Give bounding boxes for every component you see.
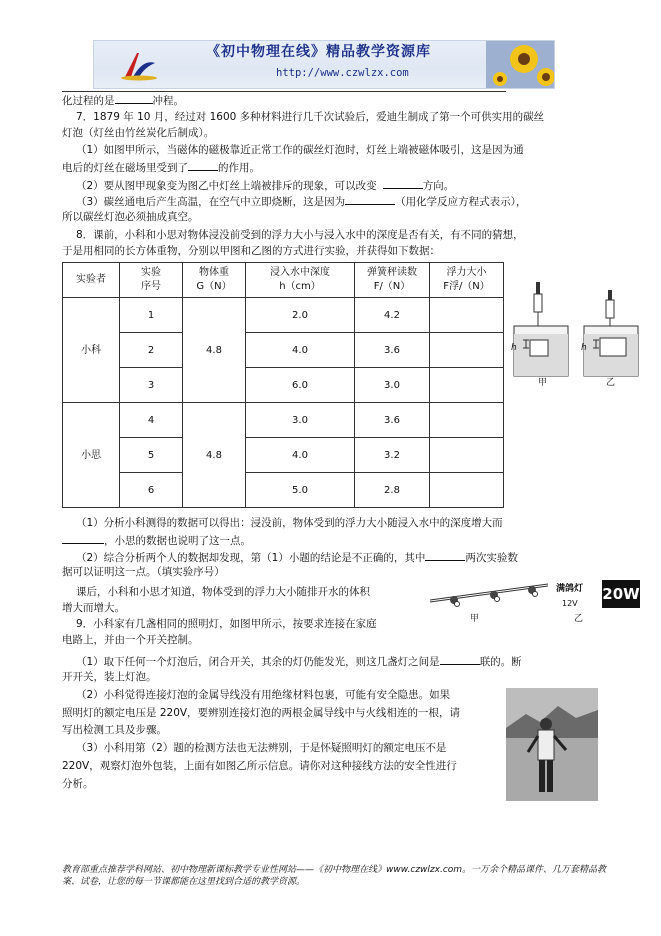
text: 方向。	[422, 180, 455, 192]
reading-cell: 4.2	[355, 298, 430, 333]
answer-blank	[440, 653, 480, 665]
text: 冲程。	[152, 95, 184, 107]
header-cell: 浮力大小 F浮/（N）	[430, 263, 504, 298]
photo-image	[506, 688, 598, 801]
q9-2: （2）小科觉得连接灯泡的金属导线没有用绝缘材料包裹，可能有安全隐患。如果	[76, 689, 451, 701]
beaker-h-label: h	[581, 343, 587, 353]
beaker-yi-label: 乙	[606, 378, 616, 388]
depth-cell: 6.0	[246, 368, 355, 403]
text: （用化学反应方程式表示），	[395, 196, 527, 208]
text: 两次实验数	[465, 552, 518, 564]
lamp-power-badge: 20W	[602, 580, 640, 608]
q9-2-b: 照明灯的额定电压是 220V，要辨别连接灯泡的两根金属导线中与火线相连的一根，请	[62, 707, 461, 719]
answer-blank	[115, 92, 153, 104]
text: （2）综合分析两个人的数据却发现，第（1）小题的结论是不正确的，其中	[76, 552, 426, 564]
q8-3-cont: 增大而增大。	[62, 602, 125, 614]
q8-1-cont	[62, 532, 251, 549]
seq-cell: 1	[120, 298, 183, 333]
header-banner	[93, 40, 555, 89]
q9-stem: 9．小科家有几盏相同的照明灯，如图甲所示，按要求连接在家庭	[76, 618, 377, 630]
header-cell: 物体重 G（N）	[183, 263, 246, 298]
buoyancy-cell	[430, 403, 504, 438]
prev-question-tail	[62, 92, 184, 109]
answer-blank	[188, 159, 218, 171]
q7-3	[76, 193, 526, 210]
depth-cell: 2.0	[246, 298, 355, 333]
q7-1-cont	[62, 159, 260, 176]
text: 化过程的是	[62, 95, 115, 107]
buoyancy-cell	[430, 298, 504, 333]
seq-cell: 6	[120, 473, 183, 508]
lamp-jia-label: 甲	[470, 614, 480, 624]
reading-cell: 2.8	[355, 473, 430, 508]
q9-stem-2: 电路上，并由一个开关控制。	[62, 634, 199, 646]
reading-cell: 3.2	[355, 438, 430, 473]
q9-2-c: 写出检测工具及步骤。	[62, 724, 167, 736]
beaker-jia-label: 甲	[538, 378, 548, 388]
sunflower-icon	[486, 41, 554, 88]
depth-cell: 5.0	[246, 473, 355, 508]
header-cell: 浸入水中深度 h（cm）	[246, 263, 355, 298]
header-cell: 实验者	[63, 263, 120, 298]
answer-blank	[425, 549, 465, 561]
buoyancy-cell	[430, 473, 504, 508]
text: 电后的灯丝在磁场里受到了	[62, 162, 188, 174]
q8-3: 课后，小科和小思才知道，物体受到的浮力大小随排开水的体积	[76, 586, 370, 598]
lamp-yi-label: 乙	[574, 614, 584, 624]
data-table	[62, 262, 504, 508]
seq-cell: 5	[120, 438, 183, 473]
experimenter-cell: 小思	[63, 403, 120, 508]
q8-stem: 8．课前，小科和小思对物体浸没前受到的浮力大小与浸入水中的深度是否有关，有不同的猜想，	[76, 229, 524, 241]
q9-3: （3）小科用第（2）题的检测方法也无法辨别，于是怀疑照明灯的额定电压不是	[76, 742, 447, 754]
seq-cell: 4	[120, 403, 183, 438]
q9-1	[76, 653, 522, 670]
lamp-string-figure	[428, 580, 550, 614]
q9-3-c: 分析。	[62, 778, 94, 790]
q7-3-cont: 所以碳丝灯泡必须抽成真空。	[62, 211, 199, 223]
reading-cell: 3.6	[355, 403, 430, 438]
weight-cell: 4.8	[183, 298, 246, 403]
banner-title: 《初中物理在线》精品教学资源库	[206, 44, 431, 60]
text: 联的。断	[479, 656, 522, 668]
experimenter-cell: 小科	[63, 298, 120, 403]
text: ，小思的数据也说明了这一点。	[104, 535, 251, 547]
depth-cell: 4.0	[246, 438, 355, 473]
q8-1: （1）分析小科测得的数据可以得出：浸没前，物体受到的浮力大小随浸入水中的深度增大而	[76, 517, 503, 529]
page-footer: 教育部重点推荐学科网站、初中物理新课标教学专业性网站——《初中物理在线》www.czwlzx.com。一万余个精品课件、几万套精品教案、试卷，让您的每一节课都能在这里找到合适的教学资源。	[62, 865, 607, 887]
answer-blank	[345, 193, 395, 205]
answer-blank	[62, 532, 104, 544]
q8-2-cont: 据可以证明这一点。（填实验序号）	[62, 566, 225, 578]
q7-2	[76, 177, 454, 194]
text: 的作用。	[218, 162, 260, 174]
depth-cell: 4.0	[246, 333, 355, 368]
reading-cell: 3.0	[355, 368, 430, 403]
q9-3-b: 220V，观察灯泡外包装，上面有如图乙所示信息。请你对这种接线方法的安全性进行	[62, 760, 457, 772]
weight-cell: 4.8	[183, 403, 246, 508]
banner-url: http://www.czwlzx.com	[276, 67, 409, 79]
logo-icon	[119, 49, 159, 81]
header-cell: 弹簧秤读数 F/（N）	[355, 263, 430, 298]
q7-stem: 7．1879 年 10 月，经过对 1600 多种材料进行几千次试验后，爱迪生制成了第一个可供实用的碳丝	[76, 111, 545, 123]
text: （2）要从图甲现象变为图乙中灯丝上端被排斥的现象，可以改变	[76, 180, 377, 192]
lamp-voltage: 12V	[562, 599, 578, 608]
header-cell: 实验 序号	[120, 263, 183, 298]
buoyancy-cell	[430, 333, 504, 368]
reading-cell: 3.6	[355, 333, 430, 368]
buoyancy-cell	[430, 438, 504, 473]
q9-1-cont: 开开关，装上灯泡。	[62, 671, 157, 683]
buoyancy-cell	[430, 368, 504, 403]
beaker-h-label: h	[511, 343, 517, 353]
answer-blank	[383, 177, 423, 189]
seq-cell: 2	[120, 333, 183, 368]
seq-cell: 3	[120, 368, 183, 403]
depth-cell: 3.0	[246, 403, 355, 438]
text: （1）取下任何一个灯泡后，闭合开关，其余的灯仍能发光，则这几盏灯之间是	[76, 656, 440, 668]
q8-2	[76, 549, 518, 566]
text: （3）碳丝通电后产生高温，在空气中立即烧断，这是因为	[76, 196, 346, 208]
beaker-figure	[508, 282, 648, 390]
lamp-brand: 满鸽灯	[556, 584, 584, 594]
q7-1: （1）如图甲所示，当磁体的磁极靠近正常工作的碳丝灯泡时，灯丝上端被磁体吸引，这是因为通	[76, 144, 524, 156]
q8-stem-2: 于是用相同的长方体重物，分别以甲图和乙图的方式进行实验，并获得如下数据：	[62, 245, 440, 257]
q7-stem-2: 灯泡（灯丝由竹丝炭化后制成）。	[62, 127, 215, 139]
